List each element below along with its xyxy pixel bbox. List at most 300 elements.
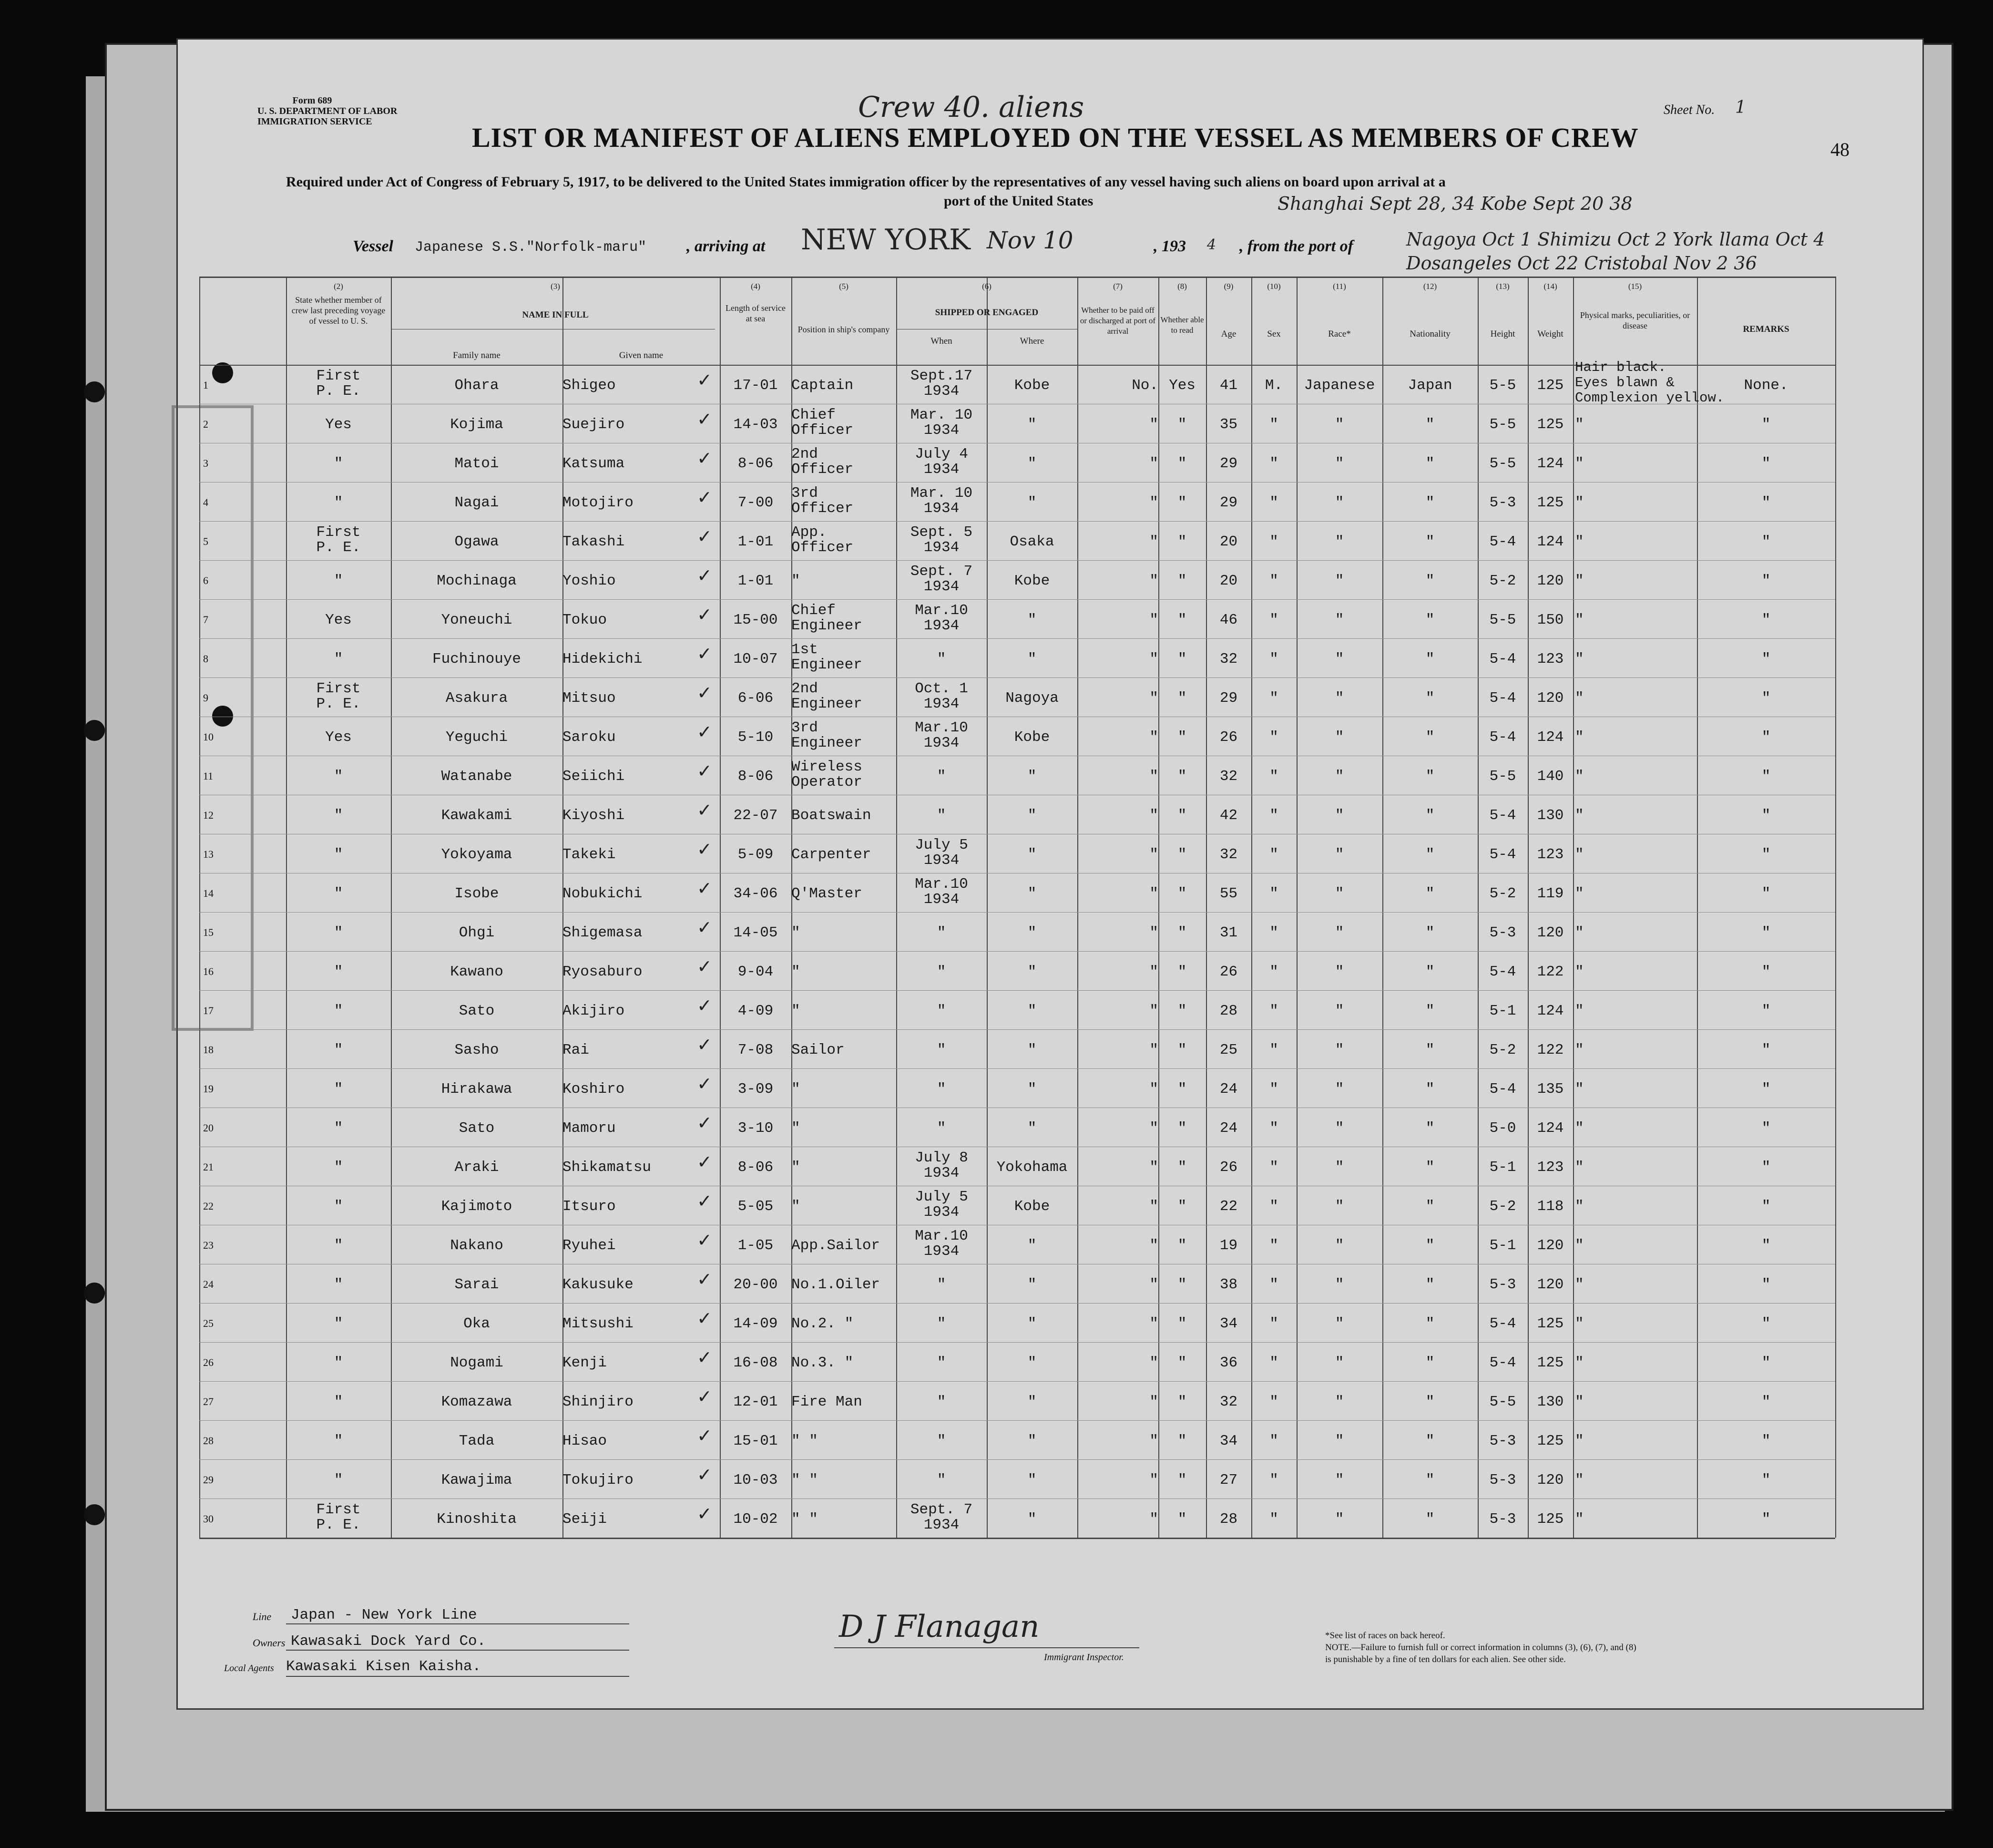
previous-voyage-line: " xyxy=(334,1355,343,1371)
height-line: 5-4 xyxy=(1489,846,1516,863)
service-length-line: 10-03 xyxy=(733,1472,778,1489)
position xyxy=(791,1473,896,1488)
able-to-read xyxy=(1158,1355,1206,1371)
race xyxy=(1297,1434,1382,1449)
weight xyxy=(1528,1199,1573,1214)
position-line: " xyxy=(791,1198,800,1215)
family-name xyxy=(391,613,562,628)
shipped-when xyxy=(896,525,987,555)
previous-voyage xyxy=(286,574,391,589)
binder-hole xyxy=(84,720,105,741)
age xyxy=(1206,769,1251,784)
arrival-port: NEW YORK xyxy=(801,223,971,257)
given-name xyxy=(562,965,720,980)
given-name xyxy=(562,1082,720,1097)
paid-off-line: " xyxy=(1149,924,1158,941)
able-to-read-line: " xyxy=(1177,1394,1187,1410)
physical-marks-line: " xyxy=(1575,1394,1584,1410)
family-name xyxy=(391,1355,562,1371)
remarks xyxy=(1697,534,1835,550)
age-line: 34 xyxy=(1219,1433,1238,1449)
shipped-when-line: 1934 xyxy=(923,735,960,751)
race-line: " xyxy=(1335,1433,1344,1449)
remarks-line: " xyxy=(1761,1355,1771,1371)
family-name-line: Komazawa xyxy=(441,1394,512,1410)
given-name-line: Katsuma xyxy=(562,455,625,472)
able-to-read xyxy=(1158,652,1206,667)
position-line: 1st xyxy=(791,641,818,658)
position-line: 2nd xyxy=(791,446,818,462)
age-line: 19 xyxy=(1219,1237,1238,1254)
line-value: Japan - New York Line xyxy=(291,1607,477,1623)
race-line: " xyxy=(1335,807,1344,824)
height xyxy=(1478,730,1528,745)
nationality xyxy=(1382,1160,1478,1175)
remarks xyxy=(1697,730,1835,745)
weight xyxy=(1528,691,1573,706)
remarks xyxy=(1697,1277,1835,1293)
able-to-read xyxy=(1158,1199,1206,1214)
race xyxy=(1297,769,1382,784)
remarks xyxy=(1697,456,1835,472)
shipped-where-line: " xyxy=(1027,1315,1037,1332)
check-mark-icon: ✓ xyxy=(697,1230,712,1251)
nationality xyxy=(1382,808,1478,823)
remarks-line: " xyxy=(1761,924,1771,941)
family-name-line: Kawajima xyxy=(441,1472,512,1489)
previous-voyage xyxy=(286,730,391,745)
race-line: " xyxy=(1335,1472,1344,1489)
check-mark-icon: ✓ xyxy=(697,409,712,430)
sex-line: " xyxy=(1269,1003,1278,1019)
paid-off-line: " xyxy=(1149,1394,1158,1410)
service-length xyxy=(720,652,791,667)
table-bottom-border xyxy=(199,1538,1835,1539)
weight xyxy=(1528,1473,1573,1488)
remarks xyxy=(1697,1043,1835,1058)
service-length-line: 20-00 xyxy=(733,1276,778,1293)
shipped-when-line: " xyxy=(937,651,946,667)
shipped-where xyxy=(987,925,1077,941)
physical-marks xyxy=(1575,1160,1707,1175)
race xyxy=(1297,1004,1382,1019)
given-name xyxy=(562,574,720,589)
check-mark-icon: ✓ xyxy=(697,1034,712,1055)
sex xyxy=(1251,1473,1297,1488)
check-mark-icon: ✓ xyxy=(697,878,712,899)
signature-line xyxy=(834,1647,1139,1648)
physical-marks xyxy=(1575,965,1707,980)
remarks xyxy=(1697,1004,1835,1019)
weight-line: 120 xyxy=(1537,1276,1564,1293)
previous-voyage-line: " xyxy=(334,807,343,824)
row-divider xyxy=(199,482,1835,483)
nationality xyxy=(1382,1473,1478,1488)
sex-line: " xyxy=(1269,1081,1278,1098)
given-name xyxy=(562,534,720,550)
shipped-when xyxy=(896,1395,987,1410)
age-line: 24 xyxy=(1219,1120,1238,1137)
previous-voyage-line: " xyxy=(334,1081,343,1098)
position xyxy=(791,525,896,555)
given-name-line: Ryuhei xyxy=(562,1237,616,1254)
height-line: 5-5 xyxy=(1489,612,1516,628)
sex xyxy=(1251,1121,1297,1136)
col-8-number: (8) xyxy=(1177,282,1187,291)
position-line: " xyxy=(791,1081,800,1098)
weight xyxy=(1528,925,1573,941)
race xyxy=(1297,1355,1382,1371)
service-length-line: 14-05 xyxy=(733,924,778,941)
family-name xyxy=(391,925,562,941)
family-name xyxy=(391,808,562,823)
paid-off xyxy=(1077,495,1158,511)
check-mark-icon: ✓ xyxy=(697,917,712,938)
given-name-line: Tokuo xyxy=(562,612,607,628)
arriving-label: , arriving at xyxy=(686,237,766,255)
physical-marks-line: Complexion yellow. xyxy=(1575,390,1725,406)
sex-line: " xyxy=(1269,1120,1278,1137)
able-to-read-line: " xyxy=(1177,729,1187,746)
sex xyxy=(1251,808,1297,823)
position-line: Sailor xyxy=(791,1042,845,1058)
height xyxy=(1478,1043,1528,1058)
service-length xyxy=(720,1395,791,1410)
physical-marks-line: " xyxy=(1575,846,1584,863)
remarks-line: " xyxy=(1761,964,1771,980)
family-name xyxy=(391,534,562,550)
weight xyxy=(1528,1316,1573,1332)
paid-off-line: " xyxy=(1149,1276,1158,1293)
physical-marks xyxy=(1575,769,1707,784)
family-name xyxy=(391,1004,562,1019)
age-line: 35 xyxy=(1219,416,1238,433)
position xyxy=(791,1043,896,1058)
able-to-read xyxy=(1158,1434,1206,1449)
height xyxy=(1478,769,1528,784)
position-line: Wireless xyxy=(791,759,862,775)
nationality xyxy=(1382,613,1478,628)
row-divider xyxy=(199,1420,1835,1421)
service-length xyxy=(720,769,791,784)
remarks xyxy=(1697,1473,1835,1488)
paid-off xyxy=(1077,1121,1158,1136)
physical-marks xyxy=(1575,1434,1707,1449)
nationality xyxy=(1382,730,1478,745)
able-to-read xyxy=(1158,1512,1206,1527)
sex-line: " xyxy=(1269,807,1278,824)
shipped-when-line: 1934 xyxy=(923,1243,960,1260)
previous-voyage-line: P. E. xyxy=(316,383,361,400)
family-name-line: Kawakami xyxy=(441,807,512,824)
shipped-when xyxy=(896,1150,987,1181)
previous-voyage xyxy=(286,925,391,941)
given-name xyxy=(562,730,720,745)
nationality xyxy=(1382,1043,1478,1058)
previous-voyage xyxy=(286,1277,391,1293)
position xyxy=(791,642,896,673)
physical-marks xyxy=(1575,652,1707,667)
sex-line: " xyxy=(1269,1198,1278,1215)
service-length xyxy=(720,1277,791,1293)
given-name-line: Itsuro xyxy=(562,1198,616,1215)
physical-marks-line: " xyxy=(1575,651,1584,667)
owners-value: Kawasaki Dock Yard Co. xyxy=(291,1633,486,1650)
given-name xyxy=(562,847,720,862)
paid-off-line: " xyxy=(1149,1237,1158,1254)
position xyxy=(791,886,896,902)
given-name-line: Mamoru xyxy=(562,1120,616,1137)
weight-line: 120 xyxy=(1537,1237,1564,1254)
weight-line: 125 xyxy=(1537,494,1564,511)
shipped-when-line: Sept. 5 xyxy=(910,524,973,541)
paid-off-line: " xyxy=(1149,1198,1158,1215)
shipped-where xyxy=(987,1238,1077,1253)
sex-line: " xyxy=(1269,1276,1278,1293)
able-to-read xyxy=(1158,847,1206,862)
service-length xyxy=(720,1121,791,1136)
position-line: No.3. " xyxy=(791,1355,854,1371)
weight xyxy=(1528,652,1573,667)
able-to-read-line: " xyxy=(1177,1355,1187,1371)
race-line: " xyxy=(1335,729,1344,746)
age xyxy=(1206,1043,1251,1058)
paid-off xyxy=(1077,574,1158,589)
weight xyxy=(1528,1512,1573,1527)
race xyxy=(1297,730,1382,745)
shipped-where-header: Where xyxy=(1020,336,1044,346)
age xyxy=(1206,534,1251,550)
weight xyxy=(1528,847,1573,862)
paid-off xyxy=(1077,1004,1158,1019)
family-name-line: Nagai xyxy=(454,494,499,511)
service-length-line: 1-01 xyxy=(737,573,774,589)
previous-voyage-line: P. E. xyxy=(316,696,361,712)
weight xyxy=(1528,1043,1573,1058)
sex-line: " xyxy=(1269,964,1278,980)
previous-voyage-line: " xyxy=(334,1433,343,1449)
previous-voyage xyxy=(286,847,391,862)
able-to-read xyxy=(1158,808,1206,823)
service-length xyxy=(720,808,791,823)
given-name-line: Kenji xyxy=(562,1355,607,1371)
race-line: " xyxy=(1335,1159,1344,1176)
height xyxy=(1478,378,1528,393)
physical-marks xyxy=(1575,1316,1707,1332)
check-mark-icon: ✓ xyxy=(697,565,712,586)
paid-off-line: " xyxy=(1149,1120,1158,1137)
able-to-read xyxy=(1158,613,1206,628)
physical-marks-line: " xyxy=(1575,416,1584,433)
physical-marks-line: " xyxy=(1575,885,1584,902)
able-to-read xyxy=(1158,925,1206,941)
shipped-when xyxy=(896,720,987,751)
paid-off-line: " xyxy=(1149,1472,1158,1489)
previous-voyage-line: " xyxy=(334,1394,343,1410)
check-mark-icon: ✓ xyxy=(697,760,712,781)
weight-line: 125 xyxy=(1537,1315,1564,1332)
family-name xyxy=(391,1199,562,1214)
row-number: 23 xyxy=(203,1239,214,1251)
weight xyxy=(1528,456,1573,472)
remarks xyxy=(1697,965,1835,980)
col-4-number: (4) xyxy=(751,282,760,291)
age-line: 26 xyxy=(1219,1159,1238,1176)
age-line: 38 xyxy=(1219,1276,1238,1293)
physical-marks xyxy=(1575,1121,1707,1136)
check-mark-icon: ✓ xyxy=(697,1347,712,1368)
position xyxy=(791,1277,896,1293)
service-length-line: 3-10 xyxy=(737,1120,774,1137)
able-to-read-line: " xyxy=(1177,1315,1187,1332)
age xyxy=(1206,378,1251,393)
race xyxy=(1297,378,1382,393)
family-name-line: Yoneuchi xyxy=(441,612,512,628)
race-line: " xyxy=(1335,1511,1344,1528)
col-6-number: (6) xyxy=(982,282,991,291)
nationality-line: " xyxy=(1425,1433,1435,1449)
weight-line: 150 xyxy=(1537,612,1564,628)
previous-voyage xyxy=(286,525,391,555)
family-name xyxy=(391,652,562,667)
previous-voyage-line: First xyxy=(316,1501,361,1518)
family-name-line: Fuchinouye xyxy=(432,651,521,667)
nationality-line: Japan xyxy=(1408,377,1452,394)
weight xyxy=(1528,730,1573,745)
position-line: Engineer xyxy=(791,657,862,673)
weight-line: 125 xyxy=(1537,416,1564,433)
family-name xyxy=(391,1121,562,1136)
position xyxy=(791,1082,896,1097)
physical-marks-line: " xyxy=(1575,1472,1584,1489)
shipped-where-line: Kobe xyxy=(1014,573,1050,589)
family-name-line: Kajimoto xyxy=(441,1198,512,1215)
height xyxy=(1478,534,1528,550)
previous-voyage-line: " xyxy=(334,1159,343,1176)
previous-voyage-line: Yes xyxy=(325,729,352,746)
previous-voyage-line: " xyxy=(334,651,343,667)
shipped-where xyxy=(987,1004,1077,1019)
nationality-line: " xyxy=(1425,885,1435,902)
sex-line: " xyxy=(1269,455,1278,472)
position xyxy=(791,574,896,589)
row-number: 1 xyxy=(203,379,208,391)
able-to-read-line: Yes xyxy=(1169,377,1196,394)
able-to-read xyxy=(1158,1043,1206,1058)
remarks-line: " xyxy=(1761,846,1771,863)
given-name xyxy=(562,1395,720,1410)
shipped-when-line: Mar.10 xyxy=(915,876,968,893)
shipped-where-line: " xyxy=(1027,612,1037,628)
height xyxy=(1478,1004,1528,1019)
shipped-when-line: Mar. 10 xyxy=(910,407,973,423)
previous-voyage xyxy=(286,769,391,784)
age xyxy=(1206,1238,1251,1253)
weight xyxy=(1528,1238,1573,1253)
position xyxy=(791,1316,896,1332)
col-7-number: (7) xyxy=(1113,282,1123,291)
service-length-line: 3-09 xyxy=(737,1081,774,1098)
shipped-where-line: Yokohama xyxy=(996,1159,1068,1176)
nationality xyxy=(1382,847,1478,862)
paid-off-line: " xyxy=(1149,1355,1158,1371)
previous-voyage xyxy=(286,1160,391,1175)
previous-voyage-line: First xyxy=(316,368,361,384)
given-name xyxy=(562,1473,720,1488)
shipped-when-line: " xyxy=(937,1472,946,1489)
age-line: 32 xyxy=(1219,1394,1238,1410)
row-number: 3 xyxy=(203,457,208,469)
service-length xyxy=(720,1355,791,1371)
physical-marks-line: Eyes blawn & xyxy=(1575,375,1675,390)
age-line: 26 xyxy=(1219,729,1238,746)
shipped-where-line: " xyxy=(1027,1120,1037,1137)
able-to-read xyxy=(1158,769,1206,784)
shipped-where-line: " xyxy=(1027,964,1037,980)
service-length-line: 10-02 xyxy=(733,1511,778,1528)
col-11-number: (11) xyxy=(1333,282,1346,291)
owners-label: Owners xyxy=(253,1637,286,1649)
race-line: " xyxy=(1335,534,1344,550)
shipped-where-line: " xyxy=(1027,1081,1037,1098)
position-line: Operator xyxy=(791,774,862,791)
given-name xyxy=(562,925,720,941)
col-14-label: Weight xyxy=(1537,329,1564,339)
paid-off xyxy=(1077,1160,1158,1175)
weight-line: 120 xyxy=(1537,690,1564,707)
nationality xyxy=(1382,1121,1478,1136)
nationality-line: " xyxy=(1425,768,1435,785)
height-line: 5-5 xyxy=(1489,768,1516,785)
weight xyxy=(1528,886,1573,902)
family-name-line: Nakano xyxy=(450,1237,503,1254)
shipped-where xyxy=(987,730,1077,745)
col-14-number: (14) xyxy=(1543,282,1557,291)
position-line: " xyxy=(791,1003,800,1019)
physical-marks-line: " xyxy=(1575,1315,1584,1332)
remarks-line: " xyxy=(1761,1315,1771,1332)
age xyxy=(1206,652,1251,667)
able-to-read xyxy=(1158,1238,1206,1253)
able-to-read-line: " xyxy=(1177,1042,1187,1058)
age xyxy=(1206,886,1251,902)
col-10-label: Sex xyxy=(1267,329,1281,339)
height xyxy=(1478,652,1528,667)
race-line: " xyxy=(1335,885,1344,902)
age xyxy=(1206,808,1251,823)
race-line: " xyxy=(1335,573,1344,589)
sex xyxy=(1251,1277,1297,1293)
sex-line: " xyxy=(1269,885,1278,902)
physical-marks xyxy=(1575,1199,1707,1214)
previous-voyage-line: " xyxy=(334,573,343,589)
age-line: 28 xyxy=(1219,1003,1238,1019)
shipped-when xyxy=(896,877,987,907)
paid-off xyxy=(1077,886,1158,902)
age-line: 32 xyxy=(1219,651,1238,667)
given-name xyxy=(562,769,720,784)
given-name-header: Given name xyxy=(619,350,664,360)
service-length xyxy=(720,886,791,902)
shipped-where-line: Kobe xyxy=(1014,377,1050,394)
age-line: 27 xyxy=(1219,1472,1238,1489)
shipped-when-line: 1934 xyxy=(923,578,960,595)
sex-line: " xyxy=(1269,924,1278,941)
shipped-when-line: Sept.17 xyxy=(910,368,973,384)
family-name xyxy=(391,1512,562,1527)
family-name-line: Oka xyxy=(463,1315,490,1332)
age-line: 41 xyxy=(1219,377,1238,394)
